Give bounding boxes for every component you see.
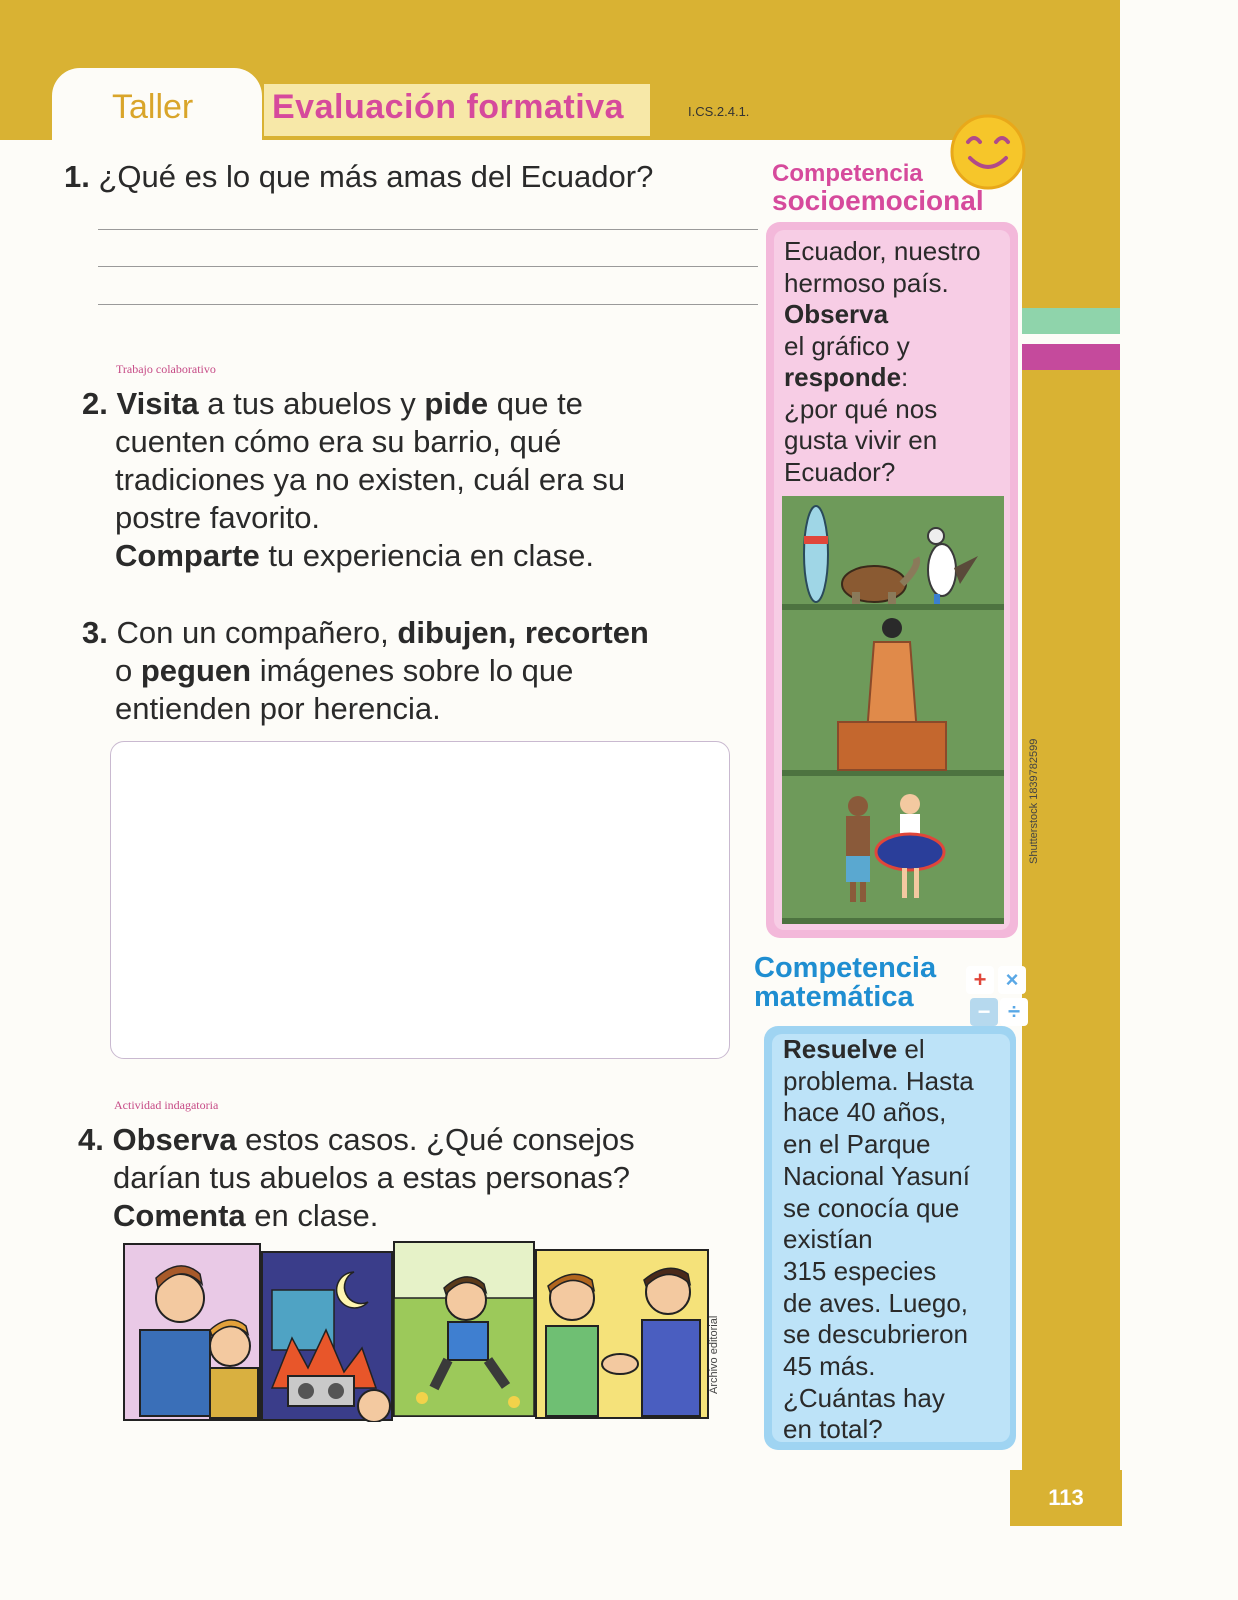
taller-label: Taller (112, 88, 194, 126)
collab-tag: Trabajo colaborativo (116, 362, 216, 376)
text: estos casos. ¿Qué consejos (236, 1122, 635, 1157)
white-stripe (1022, 334, 1120, 344)
indigenous-figure-icon (846, 796, 870, 902)
question-4 (78, 1121, 635, 1235)
text-line: en total? (783, 1414, 883, 1445)
text-line: 315 especies (783, 1255, 937, 1286)
comic-panel-handshake (536, 1250, 708, 1418)
text-line: postre favorito. (115, 500, 321, 535)
text-line: darían tus abuelos a estas personas? (113, 1160, 631, 1195)
text-line: 45 más. (783, 1351, 876, 1382)
credit-shutterstock: Shutterstock 1839782599 (1028, 738, 1040, 864)
text: el (897, 1034, 925, 1064)
blue-footed-booby-icon (928, 528, 978, 604)
keyword: peguen (140, 653, 252, 688)
text-line (78, 1197, 635, 1235)
keyword: Comenta (113, 1198, 246, 1233)
keyword: responde (784, 362, 902, 392)
page-title: Evaluación formativa (272, 88, 625, 126)
text-line: gusta vivir en (784, 425, 938, 455)
plus-icon: + (966, 966, 994, 994)
text: a tus abuelos y (198, 386, 425, 421)
socio-heading-line2: socioemocional (772, 185, 984, 216)
text-line: problema. Hasta (783, 1065, 974, 1096)
answer-line[interactable] (98, 229, 758, 230)
shelf-items (782, 496, 1004, 924)
comic-panel-field (394, 1242, 534, 1416)
tortoise-icon (842, 558, 917, 604)
text-line: se conocía que (783, 1192, 960, 1223)
text-line: el gráfico y (784, 330, 910, 361)
text-line: ¿Cuántas hay (783, 1382, 945, 1413)
math-heading-line1: Competencia (754, 952, 937, 984)
magenta-stripe (1022, 344, 1120, 370)
text-line: de aves. Luego, (783, 1287, 969, 1318)
times-icon: × (998, 966, 1026, 994)
keyword: Visita (116, 386, 199, 421)
socio-text (784, 236, 1012, 488)
question-2 (82, 385, 625, 575)
socio-heading-line1: Competencia (772, 160, 923, 187)
question-number: 1. (64, 159, 90, 194)
dancer-figure-icon (876, 794, 944, 898)
keyword: pide (424, 386, 489, 421)
socio-heading (772, 160, 984, 214)
comic-illustration (122, 1238, 710, 1422)
text-line (82, 652, 649, 690)
text: Con un compañero, (116, 615, 398, 650)
question-number: 2. (82, 386, 108, 421)
question-3 (82, 614, 649, 728)
keyword: Observa (112, 1122, 237, 1157)
text-line: en el Parque (783, 1129, 931, 1160)
page-margin (1120, 0, 1238, 1600)
question-1 (64, 158, 653, 196)
comic-panel-argument (124, 1244, 260, 1420)
minus-icon: − (970, 998, 998, 1026)
page-number: 113 (1010, 1470, 1122, 1526)
keyword: Resuelve (783, 1034, 898, 1064)
text-line: Nacional Yasuní (783, 1160, 970, 1191)
comic-panel-night-party (262, 1252, 392, 1422)
surfboard-icon (804, 506, 828, 602)
text-line: tradiciones ya no existen, cuál era su (115, 462, 626, 497)
text-line: existían (783, 1224, 873, 1255)
text-line: hermoso país. (784, 267, 949, 298)
text-line: Ecuador, nuestro (784, 236, 981, 266)
text: imágenes sobre lo que (251, 653, 574, 688)
text: tu experiencia en clase. (259, 538, 595, 573)
text: que te (488, 386, 583, 421)
text-line: cuenten cómo era su barrio, qué (115, 424, 562, 459)
text-line: Ecuador? (784, 456, 896, 487)
text-line: se descubrieron (783, 1319, 968, 1350)
math-text (783, 1034, 1013, 1446)
question-number: 4. (78, 1122, 104, 1157)
math-operations-icon (966, 966, 1030, 1028)
keyword: Comparte (115, 538, 260, 573)
math-heading-line2: matemática (754, 981, 914, 1013)
text-line (82, 537, 625, 575)
divide-icon: ÷ (1000, 998, 1028, 1026)
inquiry-tag: Actividad indagatoria (114, 1098, 219, 1112)
text-line: ¿por qué nos (784, 393, 938, 424)
answer-line[interactable] (98, 304, 758, 305)
question-text: ¿Qué es lo que más amas del Ecuador? (98, 159, 654, 194)
skill-code: I.CS.2.4.1. (688, 104, 750, 119)
keyword: dibujen, recorten (397, 615, 649, 650)
keyword: Observa (784, 299, 889, 329)
math-heading (754, 954, 936, 1012)
mitad-del-mundo-monument-icon (838, 618, 946, 770)
text: o (115, 653, 141, 688)
text: en clase. (245, 1198, 379, 1233)
text: : (901, 362, 909, 392)
text-line: hace 40 años, (783, 1097, 947, 1128)
text-line: entienden por herencia. (115, 691, 441, 726)
answer-line[interactable] (98, 266, 758, 267)
drawing-area[interactable] (110, 741, 730, 1059)
credit-archivo: Archivo editorial (708, 1315, 720, 1394)
green-stripe (1022, 308, 1120, 334)
question-number: 3. (82, 615, 108, 650)
